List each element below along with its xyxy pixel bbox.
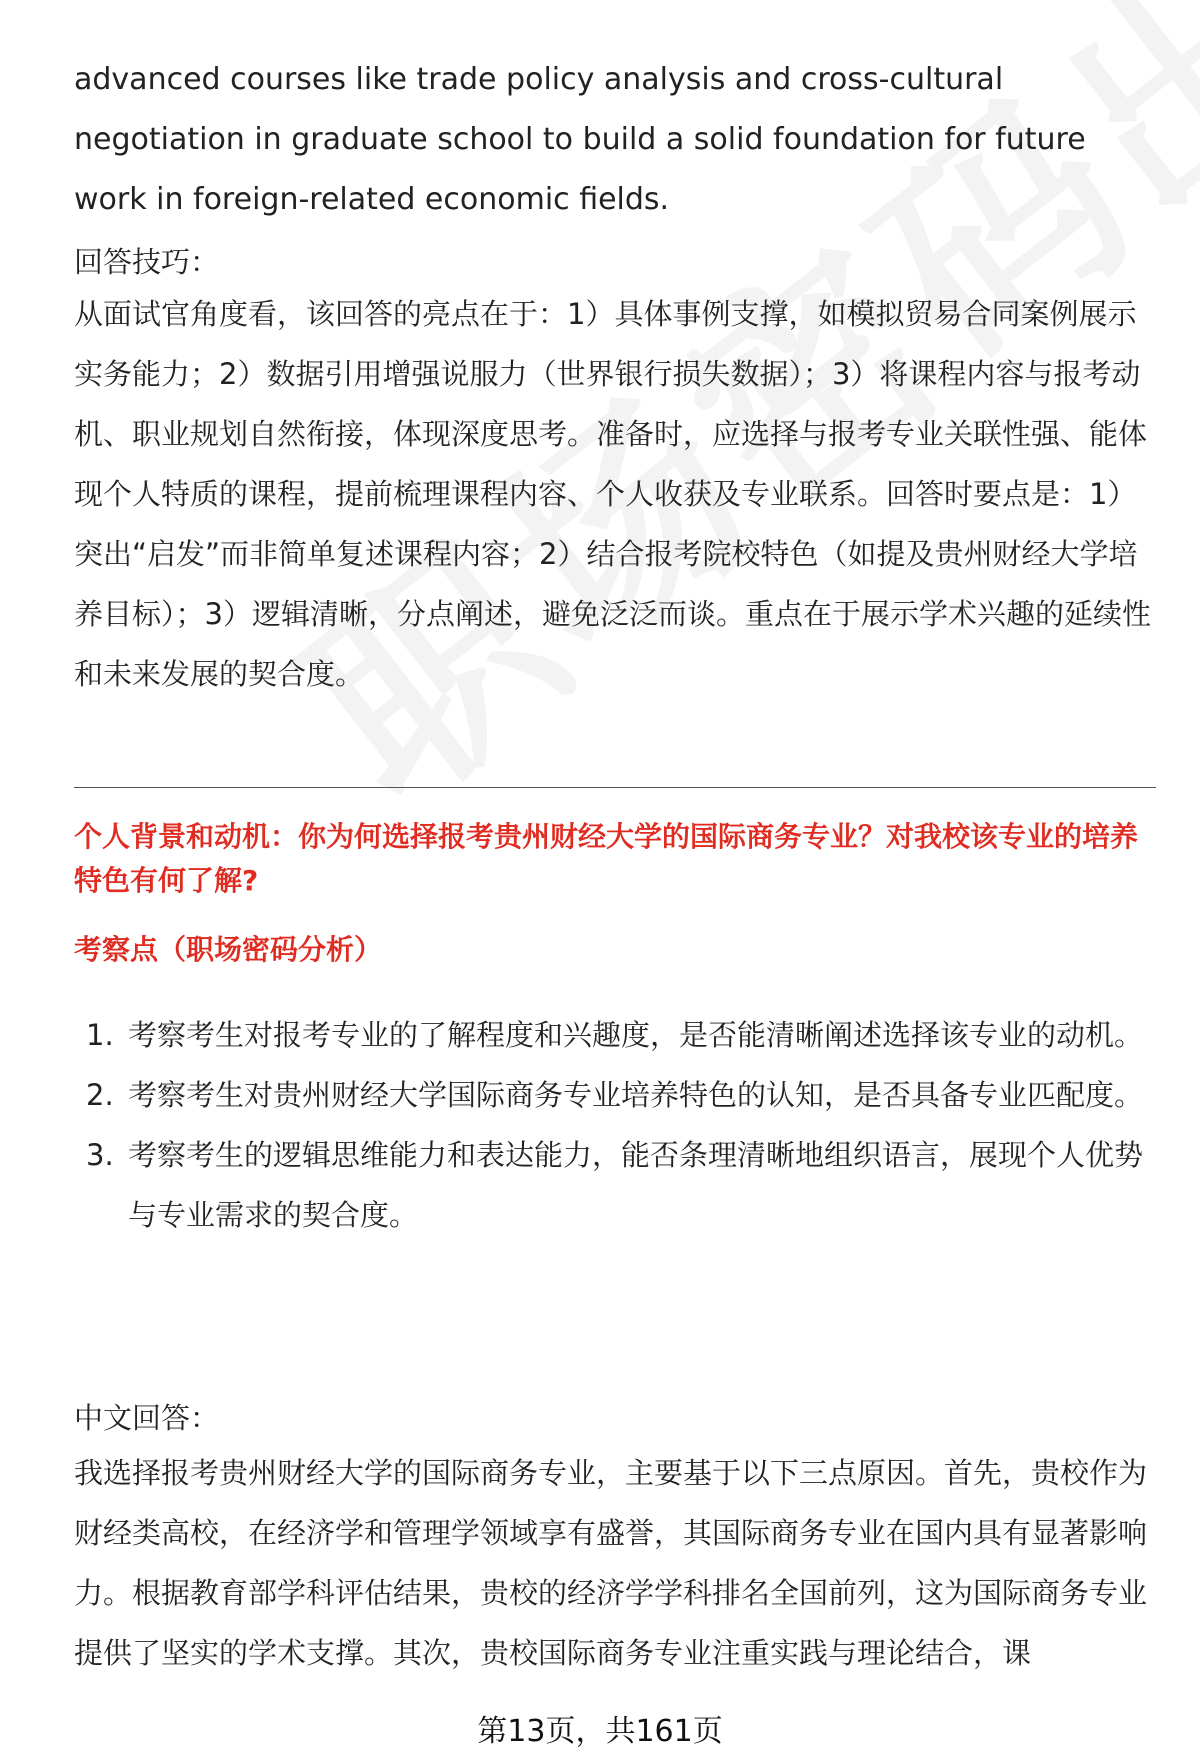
list-item — [74, 1125, 1154, 1245]
assessment-list — [74, 1005, 1154, 1245]
list-item-number: 1. — [86, 1018, 114, 1052]
list-item-text: 考察考生对报考专业的了解程度和兴趣度，是否能清晰阐述选择该专业的动机。 — [128, 1018, 1144, 1052]
question-heading: 个人背景和动机：你为何选择报考贵州财经大学的国际商务专业？对我校该专业的培养特色有何了解? — [74, 820, 1139, 897]
tips-label: 回答技巧： — [74, 245, 220, 279]
page-number-footer: 第13页，共161页 — [477, 1714, 723, 1749]
answer-label: 中文回答： — [74, 1401, 220, 1435]
answer-paragraph: 我选择报考贵州财经大学的国际商务专业，主要基于以下三点原因。首先，贵校作为财经类高校，在经济学和管理学领域享有盛誉，其国际商务专业在国内具有显著影响力。根据教育部学科评估结果，贵校的经济学学科排名全国前列，这为国际商务专业提供了坚实的学术支撑。其次，贵校国际商务专业注重实践与理论结合，课 — [74, 1456, 1148, 1670]
list-item-text: 考察考生的逻辑思维能力和表达能力，能否条理清晰地组织语言，展现个人优势与专业需求的契合度。 — [128, 1138, 1144, 1232]
intro-english-paragraph: advanced courses like trade policy analysis and cross-cultural negotiation in graduate school to build a solid foundation for future work in foreign-related economic fields. — [74, 62, 1086, 217]
list-item — [74, 1065, 1154, 1125]
section-divider — [74, 787, 1156, 788]
list-item-number: 2. — [86, 1078, 114, 1112]
list-item-number: 3. — [86, 1138, 114, 1172]
list-item — [74, 1005, 1154, 1065]
assessment-heading: 考察点（职场密码分析） — [74, 933, 383, 966]
list-item-text: 考察考生对贵州财经大学国际商务专业培养特色的认知，是否具备专业匹配度。 — [128, 1078, 1144, 1112]
tips-paragraph: 从面试官角度看，该回答的亮点在于：1）具体事例支撑，如模拟贸易合同案例展示实务能力；2）数据引用增强说服力（世界银行损失数据）；3）将课程内容与报考动机、职业规划自然衔接，体现深度思考。准备时，应选择与报考专业关联性强、能体现个人特质的课程，提前梳理课程内容、个人收获及专业联系。回答时要点是：1）突出“启发”而非简单复述课程内容；2）结合报考院校特色（如提及贵州财经大学培养目标）；3）逻辑清晰，分点阐述，避免泛泛而谈。重点在于展示学术兴趣的延续性和未来发展的契合度。 — [74, 297, 1151, 691]
